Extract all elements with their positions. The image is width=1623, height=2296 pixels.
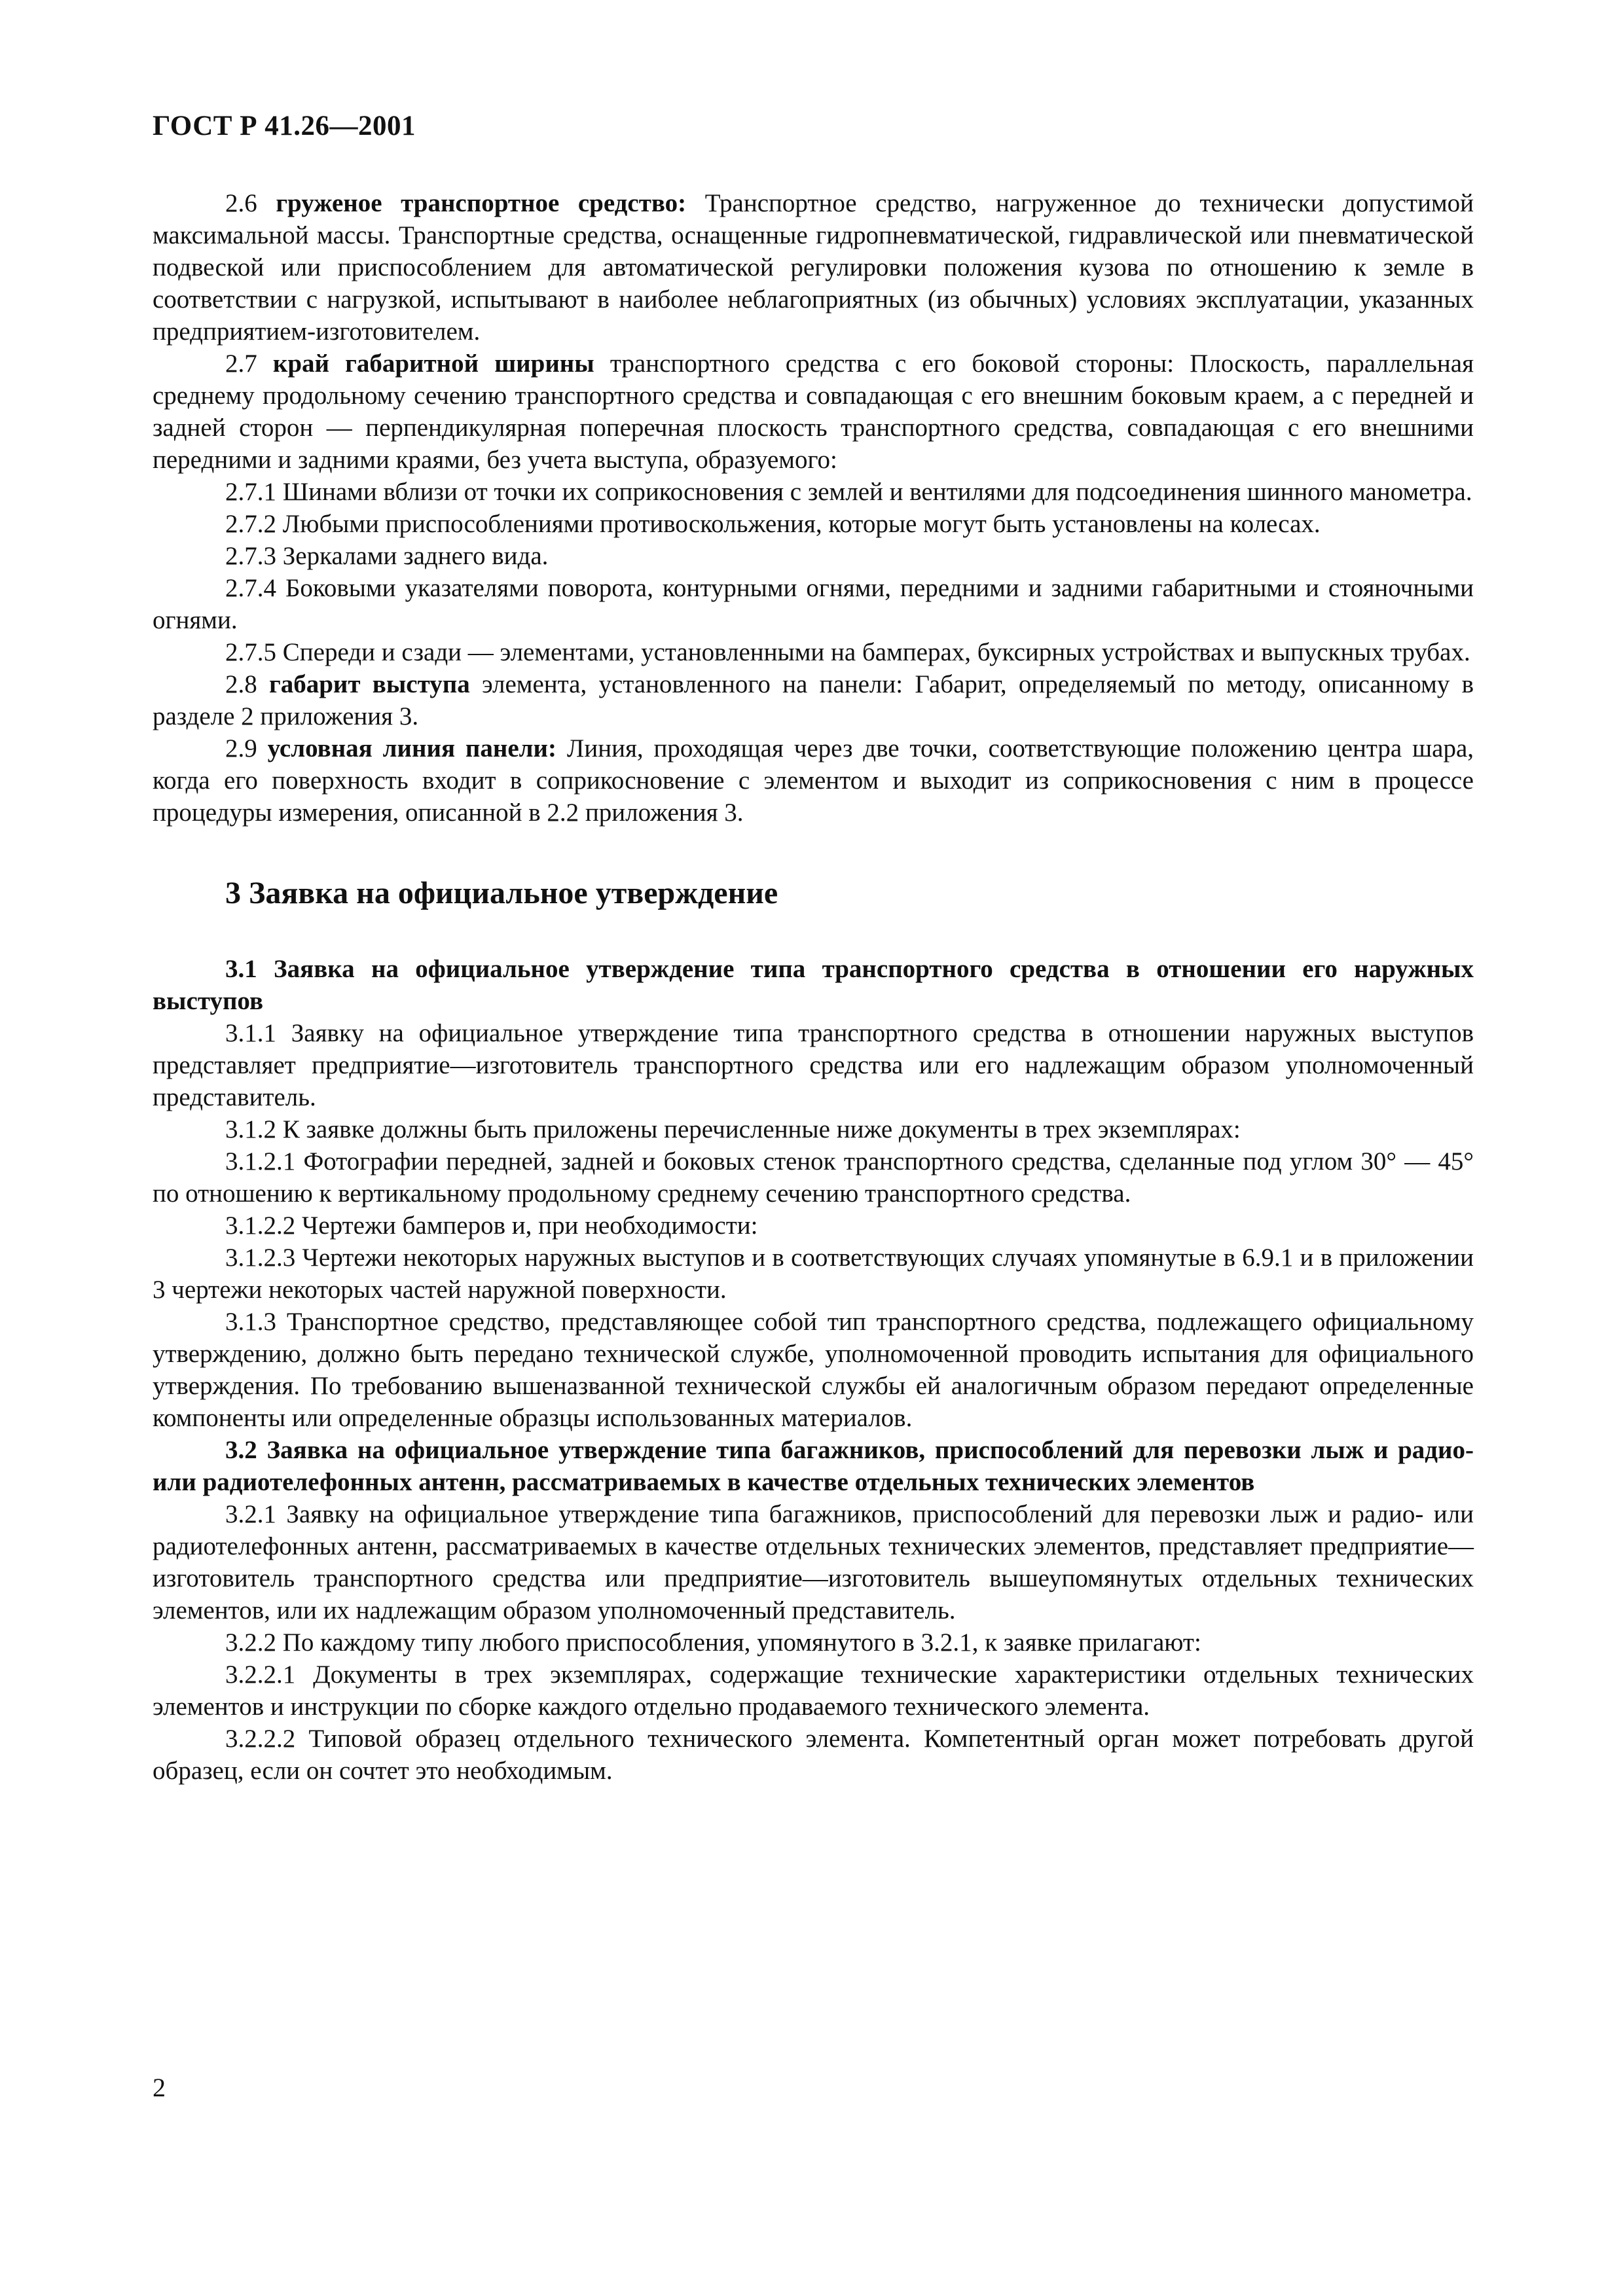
clause-2-6 bbox=[153, 187, 1474, 348]
clause-3-2-2-2: 3.2.2.2 Типовой образец отдельного технического элемента. Компетентный орган может потребовать другой образец, если он сочтет это необходимым. bbox=[153, 1725, 1474, 1785]
term: габарит выступа bbox=[269, 670, 470, 698]
clause-2-7-3: 2.7.3 Зеркалами заднего вида. bbox=[225, 542, 549, 570]
term: груженое транспортное средство: bbox=[276, 189, 687, 217]
page-number: 2 bbox=[153, 2073, 166, 2102]
clause-2-7-5: 2.7.5 Спереди и сзади — элементами, установленными на бамперах, буксирных устройствах и выпускных трубах. bbox=[225, 638, 1470, 666]
clause-3-1-2: 3.1.2 К заявке должны быть приложены перечисленные ниже документы в трех экземплярах: bbox=[225, 1115, 1241, 1143]
clause-2-7 bbox=[153, 348, 1474, 476]
clause-3-2-1: 3.2.1 Заявку на официальное утверждение типа багажников, приспособлений для перевозки лыж и радио- или радиотелефонных антенн, рассматриваемых в качестве отдельных технических элементов, представляет предприятие—изготовитель транспортного средства или предприятие—изготовитель вышеупомянутых отдельных технических элементов, или их надлежащим образом уполномоченный представитель. bbox=[153, 1500, 1474, 1624]
clause-3-1-3: 3.1.3 Транспортное средство, представляющее собой тип транспортного средства, подлежащего официальному утверждению, должно быть передано технической службе, уполномоченной проводить испытания для официального утверждения. По требованию вышеназванной технической службы ей аналогичным образом передают определенные компоненты или определенные образцы использованных материалов. bbox=[153, 1308, 1474, 1432]
clause-2-7-2: 2.7.2 Любыми приспособлениями противоскольжения, которые могут быть установлены на колесах. bbox=[225, 510, 1321, 538]
clause-2-7-4: 2.7.4 Боковыми указателями поворота, контурными огнями, передними и задними габаритными и стояночными огнями. bbox=[153, 574, 1474, 634]
standard-header: ГОСТ Р 41.26—2001 bbox=[153, 111, 416, 141]
definition: элемента, установленного на панели: Габарит, определяемый по методу, описанному в разделе 2 приложения 3. bbox=[153, 670, 1474, 730]
clause-number: 2.7 bbox=[225, 350, 273, 378]
clause-3-2-2: 3.2.2 По каждому типу любого приспособления, упомянутого в 3.2.1, к заявке прилагают: bbox=[225, 1628, 1201, 1657]
clause-2-8 bbox=[153, 668, 1474, 732]
section-heading-3: 3 Заявка на официальное утверждение bbox=[225, 876, 778, 910]
clause-number: 2.8 bbox=[225, 670, 269, 698]
clause-3-1-2-2: 3.1.2.2 Чертежи бамперов и, при необходимости: bbox=[225, 1211, 758, 1240]
clause-3-1: 3.1 Заявка на официальное утверждение типа транспортного средства в отношении его наружных выступов bbox=[153, 955, 1474, 1015]
definition: Линия, проходящая через две точки, соответствующие положению центра шара, когда его поверхность входит в соприкосновение с элементом и выходит из соприкосновения с ним в процессе процедуры измерения, описанной в 2.2 приложения 3. bbox=[153, 734, 1474, 827]
clause-3-2: 3.2 Заявка на официальное утверждение типа багажников, приспособлений для перевозки лыж и радио- или радиотелефонных антенн, рассматриваемых в качестве отдельных технических элементов bbox=[153, 1436, 1474, 1496]
clause-3-2-2-1: 3.2.2.1 Документы в трех экземплярах, содержащие технические характеристики отдельных технических элементов и инструкции по сборке каждого отдельно продаваемого технического элемента. bbox=[153, 1660, 1474, 1721]
clause-3-1-2-1: 3.1.2.1 Фотографии передней, задней и боковых стенок транспортного средства, сделанные под углом 30° — 45° по отношению к вертикальному продольному среднему сечению транспортного средства. bbox=[153, 1147, 1474, 1208]
term: условная линия панели: bbox=[267, 734, 557, 762]
clause-number: 2.9 bbox=[225, 734, 268, 762]
clause-2-7-1: 2.7.1 Шинами вблизи от точки их соприкосновения с землей и вентилями для подсоединения шинного манометра. bbox=[225, 478, 1472, 506]
term: край габаритной ширины bbox=[272, 350, 594, 378]
clause-3-1-1: 3.1.1 Заявку на официальное утверждение типа транспортного средства в отношении наружных выступов представляет предприятие—изготовитель транспортного средства или его надлежащим образом уполномоченный представитель. bbox=[153, 1019, 1474, 1111]
clause-3-1-2-3: 3.1.2.3 Чертежи некоторых наружных выступов и в соответствующих случаях упомянутые в 6.9.1 и в приложении 3 чертежи некоторых частей наружной поверхности. bbox=[153, 1244, 1474, 1304]
definition: транспортного средства с его боковой стороны: Плоскость, параллельная среднему продольному сечению транспортного средства и совпадающая с его внешним боковым краем, а с передней и задней сторон — перпендикулярная поперечная плоскость транспортного средства, совпадающая с его внешними передними и задними краями, без учета выступа, образуемого: bbox=[153, 350, 1474, 474]
document-body bbox=[153, 187, 1474, 1787]
definition: Транспортное средство, нагруженное до технически допустимой максимальной массы. Транспортные средства, оснащенные гидропневматической, гидравлической или пневматической подвеской или приспособлением для автоматической регулировки положения кузова по отношению к земле в соответствии с нагрузкой, испытывают в наиболее неблагоприятных (из обычных) условиях эксплуатации, указанных предприятием-изготовителем. bbox=[153, 189, 1474, 346]
clause-number: 2.6 bbox=[225, 189, 276, 217]
clause-2-9 bbox=[153, 732, 1474, 829]
